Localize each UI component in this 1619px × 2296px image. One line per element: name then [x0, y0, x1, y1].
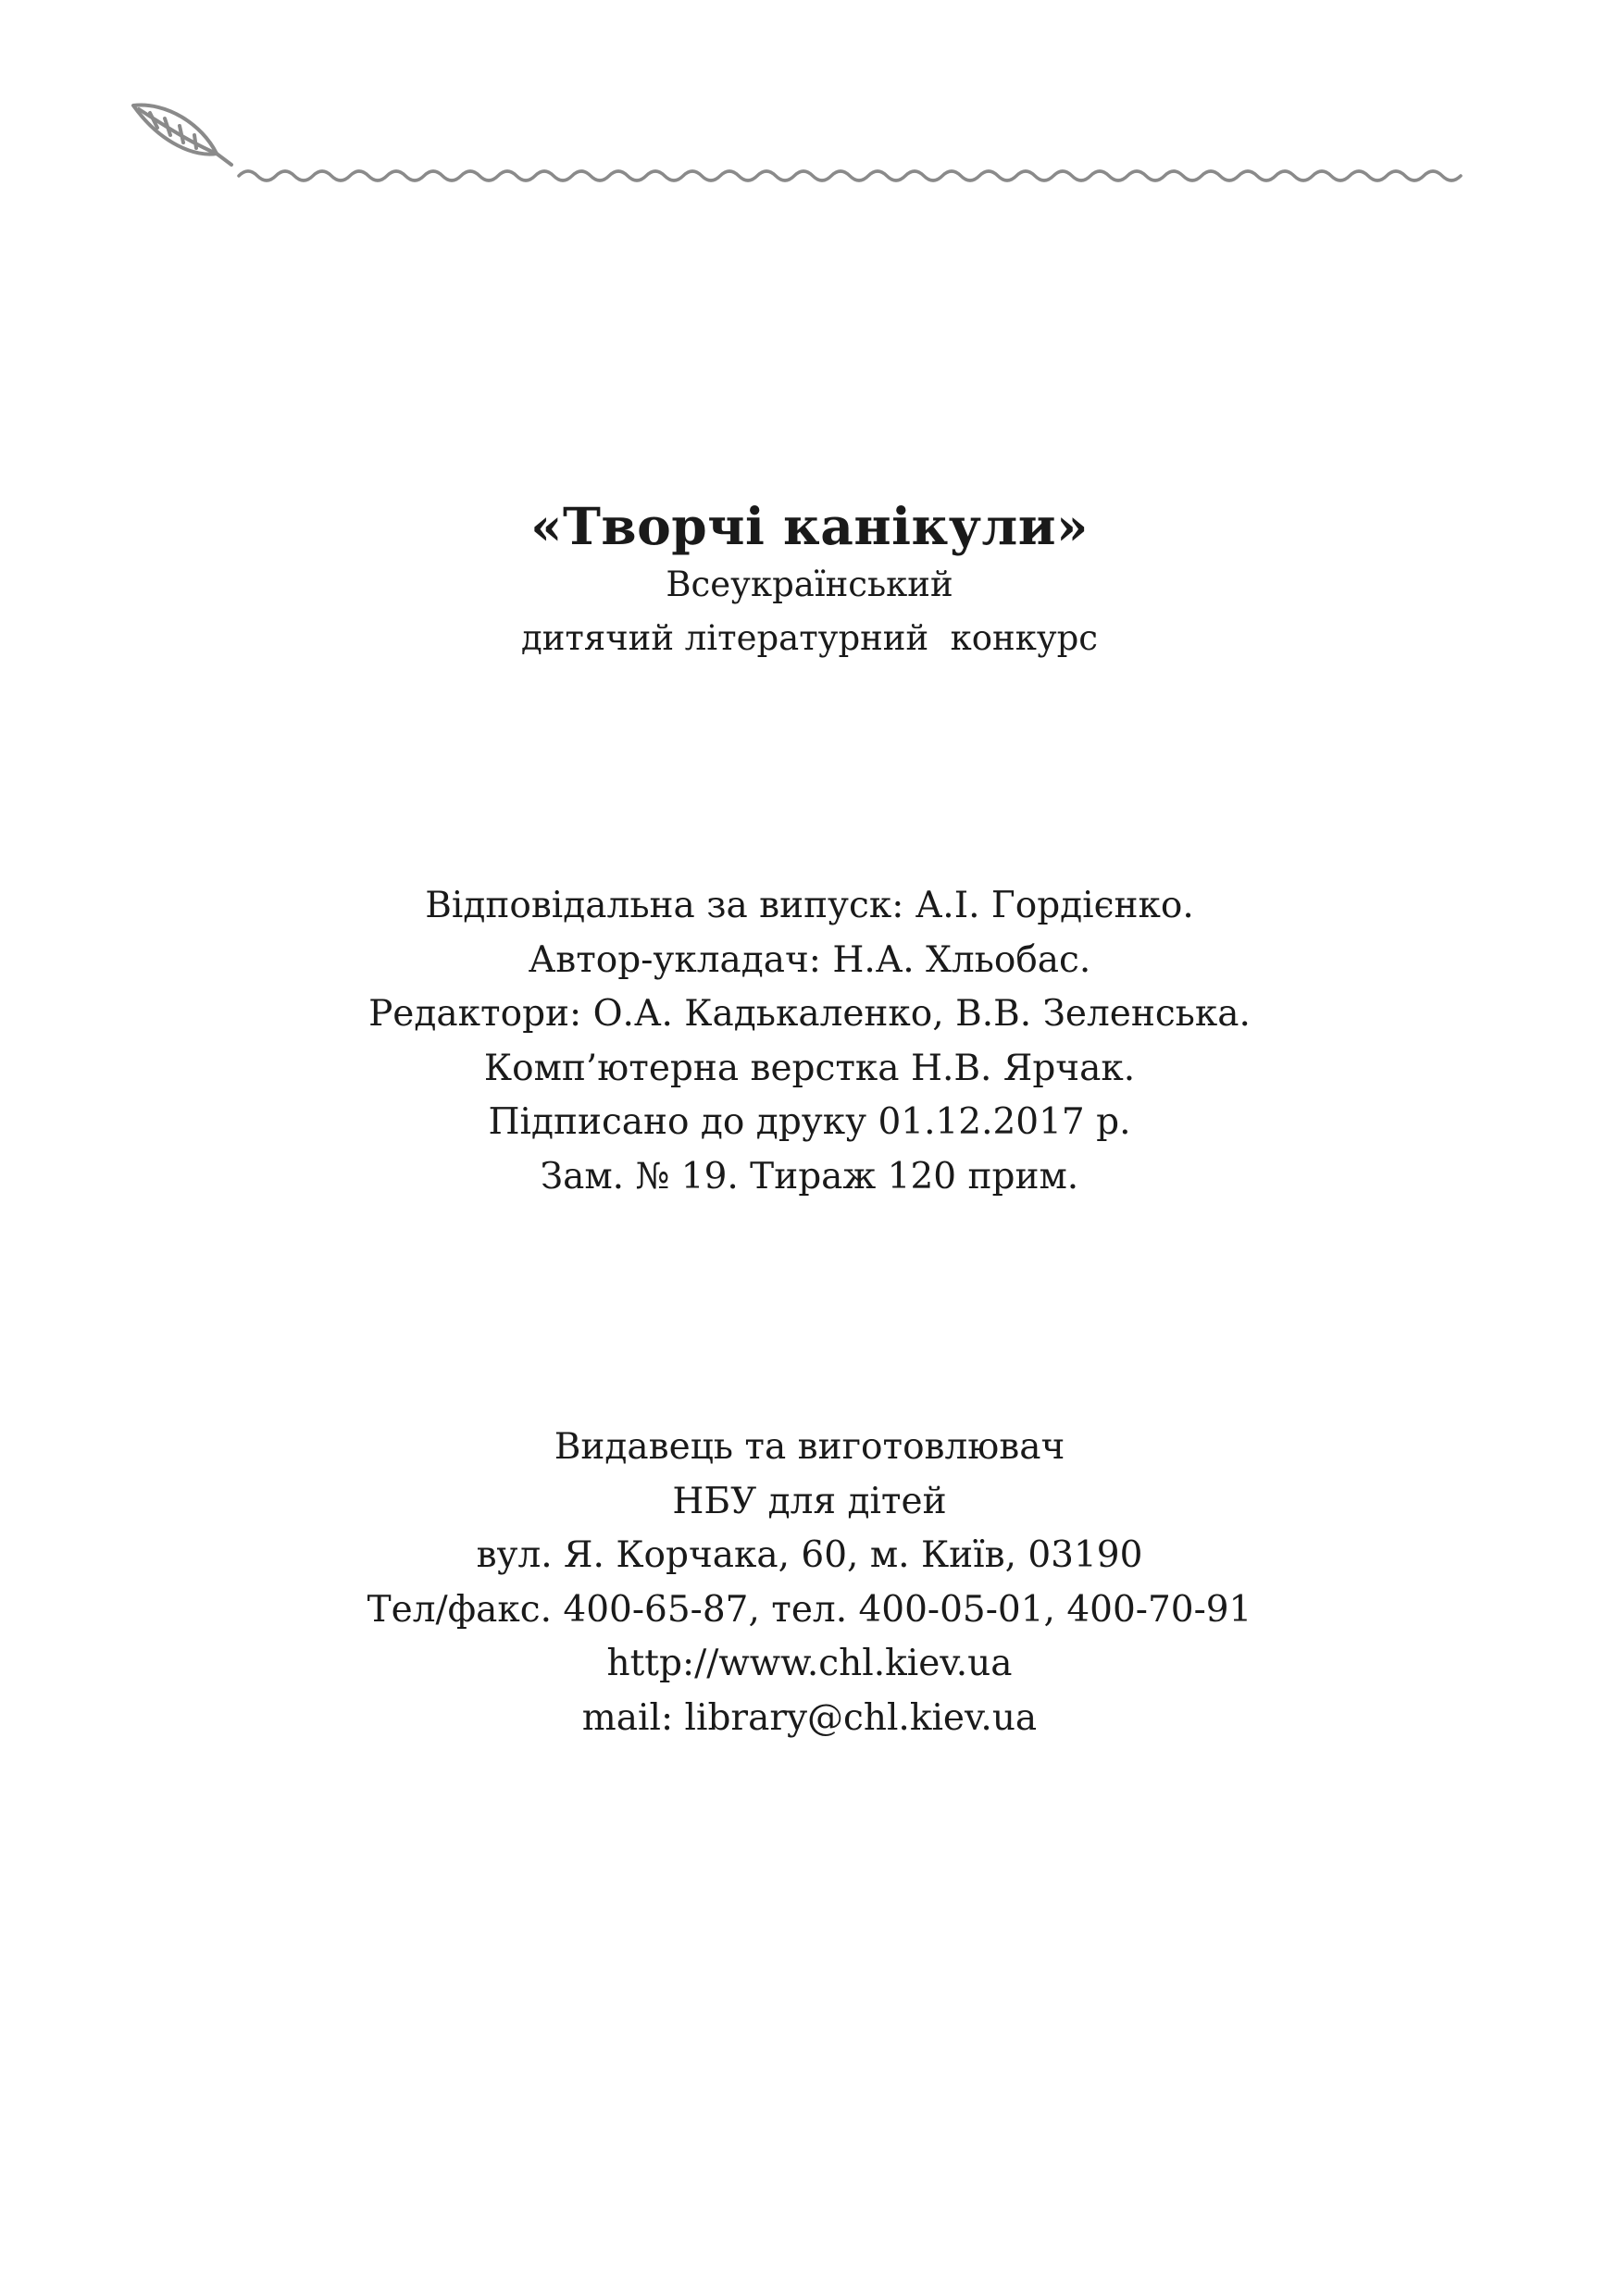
- wavy-divider-line: [239, 171, 1461, 180]
- publisher-heading: Видавець та виготовлювач: [554, 1426, 1065, 1468]
- subtitle-line-1: Всеукраїнський: [666, 565, 953, 604]
- credit-print-run: Зам. № 19. Тираж 120 прим.: [540, 1155, 1079, 1198]
- header-ornament: [130, 93, 1463, 204]
- feather-quill-icon: [133, 105, 231, 165]
- credits-block: [0, 879, 1619, 1204]
- publisher-block: [0, 1421, 1619, 1745]
- credit-compiler: Автор-укладач: Н.А. Хльобас.: [528, 938, 1091, 981]
- publisher-address: вул. Я. Корчака, 60, м. Київ, 03190: [476, 1534, 1143, 1576]
- title-block: [0, 495, 1619, 665]
- book-title: «Творчі канікули»: [530, 496, 1089, 556]
- publisher-website: http://www.chl.kiev.ua: [606, 1643, 1013, 1684]
- credit-signed-date: Підписано до друку 01.12.2017 р.: [488, 1101, 1131, 1143]
- credit-editors: Редактори: О.А. Кадькаленко, В.В. Зеленська.: [368, 993, 1251, 1035]
- credit-layout: Комп’ютерна верстка Н.В. Ярчак.: [483, 1047, 1136, 1089]
- credit-responsible: Відповідальна за випуск: А.І. Гордієнко.: [425, 885, 1194, 926]
- publisher-email: mail: library@chl.kiev.ua: [581, 1696, 1038, 1739]
- subtitle-line-2: дитячий літературний конкурс: [520, 618, 1099, 658]
- publisher-name: НБУ для дітей: [672, 1480, 947, 1522]
- publisher-phones: Тел/факс. 400-65-87, тел. 400-05-01, 400-70-91: [367, 1588, 1252, 1631]
